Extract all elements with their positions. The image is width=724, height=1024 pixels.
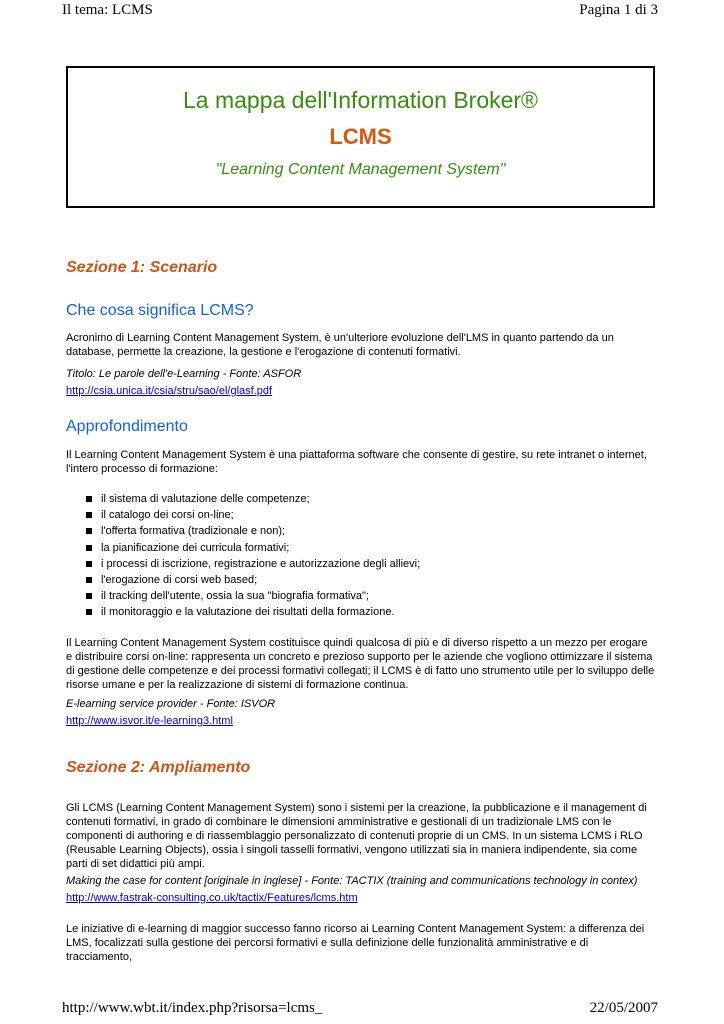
bullet-square-icon [86, 577, 92, 583]
section2-paragraph1: Gli LCMS (Learning Content Management System) sono i sistemi per la creazione, la pubblicazione e il management di contenuti formativi, in grado di combinare le dimensioni amministrative e gestionali di un tradizionale LMS con le componenti di authoring e di riassemblaggio personalizzato di contenuti proprie di un CMS. In un sistema LCMS i RLO (Reusable Learning Objects), ossia i singoli tasselli formativi, vengono utilizzati sia in maniera indipendente, sia come parti di set didattici più ampi. [66, 802, 647, 870]
list-item: i processi di iscrizione, registrazione e autorizzazione degli allievi; [86, 557, 646, 573]
bullet-square-icon [86, 496, 92, 502]
section1-citation2: E-learning service provider - Fonte: ISVOR [66, 698, 276, 710]
page-number: Pagina 1 di 3 [579, 2, 658, 18]
source-link-tactix[interactable]: http://www.fastrak-consulting.co.uk/tactix/Features/lcms.htm [66, 892, 358, 904]
bullet-square-icon [86, 512, 92, 518]
section1-paragraph1: Acronimo di Learning Content Management System, è un'ulteriore evoluzione dell'LMS in quanto partendo da un database, permette la creazione, la gestione e l'erogazione di contenuti formativi. [66, 332, 614, 358]
section2-heading: Sezione 2: Ampliamento [66, 759, 251, 776]
bullet-square-icon [86, 545, 92, 551]
section1-citation1: Titolo: Le parole dell'e-Learning - Fonte: ASFOR [66, 368, 302, 380]
list-item: il sistema di valutazione delle competenze; [86, 492, 646, 508]
source-link-asfor[interactable]: http://csia.unica.it/csia/stru/sao/el/glasf.pdf [66, 385, 273, 397]
bullet-square-icon [86, 609, 92, 615]
approfondimento-heading: Approfondimento [66, 418, 188, 435]
title-box [66, 66, 655, 208]
list-item: l'offerta formativa (tradizionale e non); [86, 524, 646, 540]
section1-paragraph2: Il Learning Content Management System è una piattaforma software che consente di gestire, su rete intranet o internet, l'intero processo di formazione: [66, 449, 647, 475]
page-header [62, 2, 658, 20]
question-heading: Che cosa significa LCMS? [66, 302, 254, 319]
section1-heading: Sezione 1: Scenario [66, 259, 218, 276]
list-item: l'erogazione di corsi web based; [86, 573, 646, 589]
list-item: il catalogo dei corsi on-line; [86, 508, 646, 524]
document-subtitle: LCMS [329, 124, 392, 149]
list-item: la pianificazione dei curricula formativi; [86, 541, 646, 557]
bullet-list [86, 492, 646, 622]
page-footer [62, 1000, 658, 1018]
source-link-isvor[interactable]: http://www.isvor.it/e-learning3.html [66, 715, 233, 727]
list-item: il monitoraggio e la valutazione dei risultati della formazione. [86, 605, 646, 621]
section2-citation1: Making the case for content [originale in inglese] - Fonte: TACTIX (training and communications technology in contex) [66, 875, 638, 887]
bullet-square-icon [86, 561, 92, 567]
section1-paragraph3: Il Learning Content Management System costituisce quindi qualcosa di più e di diverso rispetto a un mezzo per erogare e distribuire corsi on-line: rappresenta un concreto e prezioso supporto per le aziende che vogliono ottimizzare il sistema di gestione delle competenze e dei processi formativi collegati; il LCMS è di fatto uno strumento utile per lo sviluppo delle risorse umane e per la realizzazione di sistemi di formazione continua. [66, 637, 655, 691]
document-title: La mappa dell'Information Broker® [182, 87, 539, 113]
header-topic: Il tema: LCMS [62, 2, 153, 18]
list-item: il tracking dell'utente, ossia la sua "biografia formativa"; [86, 589, 646, 605]
document-tagline: "Learning Content Management System" [215, 161, 506, 178]
footer-date: 22/05/2007 [589, 1000, 658, 1016]
section2-paragraph2: Le iniziative di e-learning di maggior successo fanno ricorso ai Learning Content Management System: a differenza dei LMS, focalizzati sulla gestione dei percorsi formativi e sulla definizione delle funzionalità amministrative e di tracciamento, [66, 923, 645, 963]
footer-url: http://www.wbt.it/index.php?risorsa=lcms_ [62, 1000, 323, 1016]
bullet-square-icon [86, 593, 92, 599]
bullet-square-icon [86, 528, 92, 534]
